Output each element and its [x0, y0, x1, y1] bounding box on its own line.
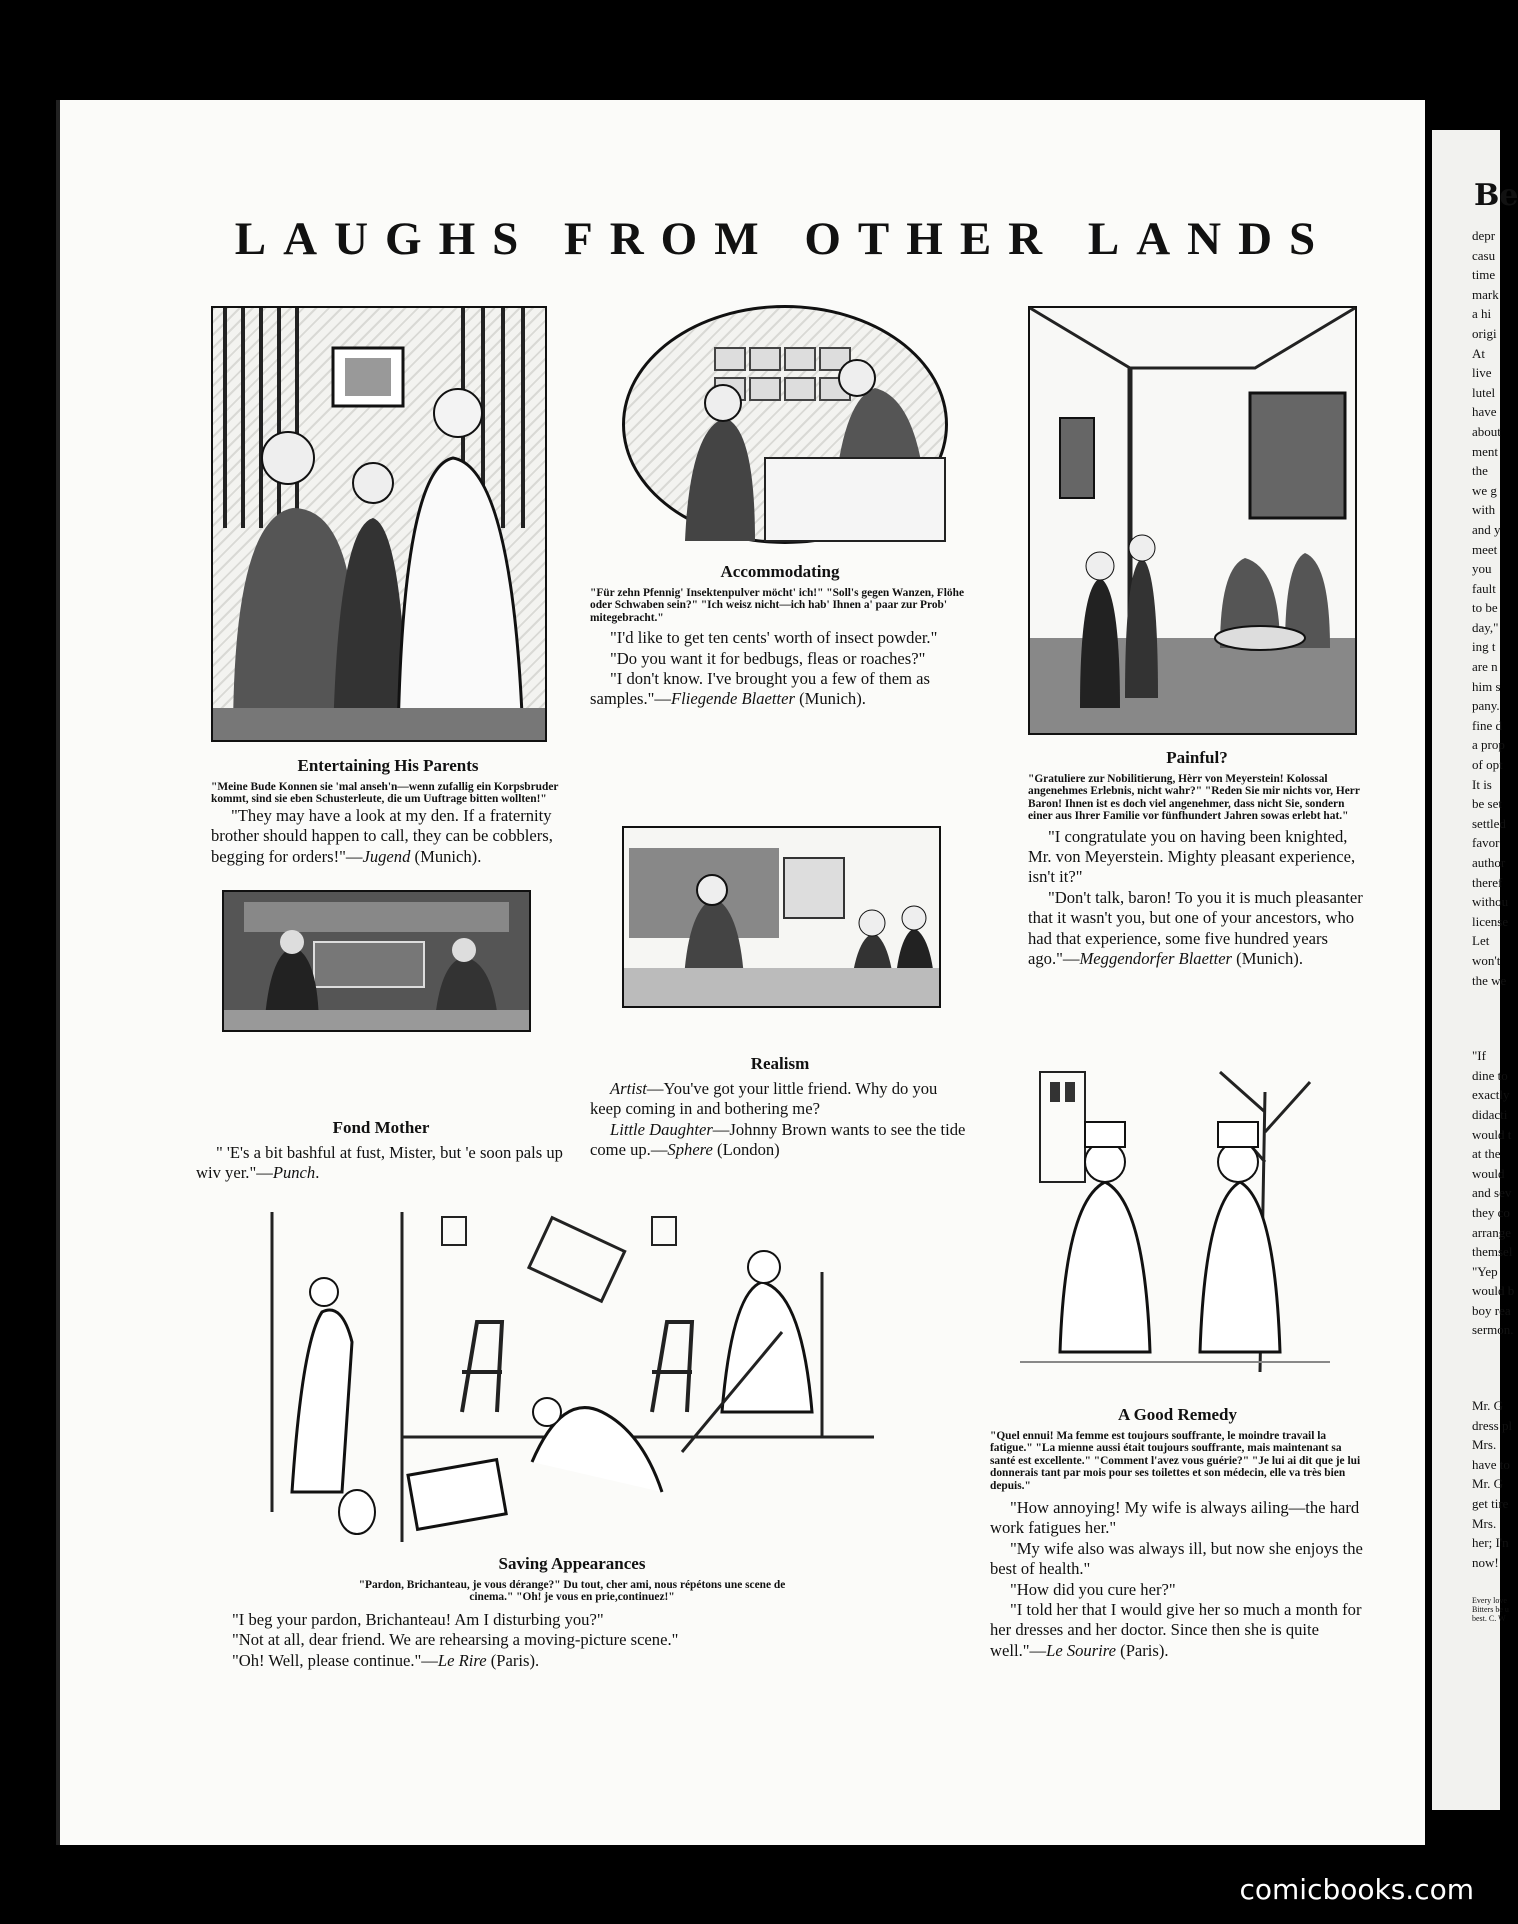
facing-page-line: theref — [1472, 874, 1503, 890]
facing-page-line: mark — [1472, 286, 1499, 302]
facing-page-line: favor — [1472, 835, 1500, 851]
illustration-fond-mother — [222, 890, 531, 1032]
facing-page-line: to be — [1472, 600, 1498, 616]
facing-page-line: and y — [1472, 521, 1501, 537]
english-line: "Not at all, dear friend. We are rehearsing a moving-picture scene." — [232, 1630, 679, 1650]
facing-page-line: Let — [1472, 933, 1490, 949]
facing-page-line: "Yep — [1472, 1263, 1498, 1279]
facing-page-line: pany. — [1472, 698, 1500, 714]
cartoon-caption: Realism — [750, 1054, 810, 1073]
english-line: "How annoying! My wife is always ailing—the hard work fatigues her." — [990, 1498, 1360, 1538]
original-dialogue: "Meine Bude Konnen sie 'mal anseh'n—wenn zufallig ein Korpsbruder kommt, sind sie eben Schusterleute, die um Uuftrage bitten wollten!" — [211, 781, 559, 806]
facing-page-line: the — [1472, 463, 1488, 479]
original-dialogue: "Quel ennui! Ma femme est toujours souffrante, le moindre travail la fatigue." "La mienne aussi était toujours souffrante, mais maintenant sa santé est excellente." "Comment l'avez vous guérie?" "Je lui ai dit que je lui donnerais tant par mois pour ses toilettes et son médecin, elle va très bien depuis." — [990, 1430, 1361, 1492]
facing-page-line: depr — [1472, 228, 1496, 243]
facing-page-line: have — [1472, 404, 1497, 420]
english-line: "My wife also was always ill, but now she enjoys the best of health." — [990, 1538, 1363, 1579]
facing-page-line: sermon. — [1472, 1322, 1514, 1338]
cartoon-caption: Saving Appearances — [498, 1554, 646, 1573]
facing-page-line: themsel — [1472, 1244, 1513, 1260]
facing-page-line: At — [1472, 345, 1485, 361]
facing-page-line: It is — [1472, 776, 1492, 792]
facing-page-line: him s — [1472, 678, 1501, 694]
facing-page-line: ing t — [1472, 639, 1496, 655]
facing-page — [1432, 130, 1518, 1810]
original-dialogue: "Gratuliere zur Nobilitierung, Hèrr von Meyerstein! Kolossal angenehmes Erlebnis, nicht wahr?" "Reden Sie mir nichts vor, Herr Baron! Ihnen ist es doch viel angenehmer, dass nicht Sie, sondern einer aus Ihrer Familie vor fünfhundert Jahren sowas erlebt hat." — [1028, 773, 1360, 823]
facing-page-line: at the — [1472, 1146, 1501, 1162]
cartoon-caption: Fond Mother — [332, 1118, 430, 1137]
english-translation: "Oh! Well, please continue."—Le Rire (Paris). — [232, 1650, 540, 1670]
cartoon-painful — [1028, 748, 1366, 969]
facing-page-line: a hi — [1472, 306, 1492, 322]
cartoon-good-remedy — [990, 1405, 1365, 1661]
facing-page-line: boy rea — [1472, 1302, 1511, 1318]
facing-page-line: settled — [1472, 815, 1506, 831]
illustration-realism — [622, 826, 941, 1008]
cartoon-entertaining-parents — [211, 756, 565, 867]
facing-page-line: won't — [1472, 952, 1501, 968]
facing-page-line: dress pl — [1472, 1417, 1513, 1433]
source-credit: Sphere — [667, 1140, 713, 1160]
source-credit: Jugend — [362, 846, 411, 866]
source-credit: Punch — [272, 1163, 316, 1183]
facing-page-line: you — [1472, 561, 1492, 577]
facing-page-line: Mrs. — [1472, 1437, 1497, 1453]
english-translation: "I don't know. I've brought you a few of them as samples."—Fliegende Blaetter (Munich). — [590, 669, 930, 709]
facing-page-line: Mrs. — [1472, 1515, 1497, 1531]
facing-page-line: arrange — [1472, 1224, 1511, 1240]
facing-page-line: have to — [1472, 1456, 1510, 1472]
english-line: "I beg your pardon, Brichanteau! Am I disturbing you?" — [232, 1609, 604, 1629]
facing-page-footer-line: best. C. W — [1472, 1614, 1506, 1624]
daughter-line: Little Daughter—Johnny Brown wants to see the tide come up.—Sphere (London) — [590, 1119, 966, 1160]
illustration-entertaining-parents — [211, 306, 547, 742]
cartoon-realism — [590, 1054, 970, 1161]
original-dialogue: "Für zehn Pfennig' Insektenpulver möcht' ich!" "Soll's gegen Wanzen, Flöhe oder Schwaben sein?" "Ich weisz nicht—ich hab' Ihnen a' paar zur Prob' mitegebracht." — [590, 587, 964, 624]
cartoon-caption: Entertaining His Parents — [297, 756, 479, 775]
source-credit: Le Sourire — [1046, 1640, 1117, 1660]
facing-page-line: would b — [1472, 1283, 1515, 1299]
original-dialogue: "Pardon, Brichanteau, je vous dérange?" Du tout, cher ami, nous répétons une scene de cinema." "Oh! je vous en prie,continuez!" — [358, 1579, 786, 1604]
facing-page-line: are n — [1472, 659, 1498, 675]
artist-line: Artist—You've got your little friend. Why do you keep coming in and bothering me? — [590, 1079, 938, 1119]
cartoon-fond-mother — [196, 1118, 566, 1184]
facing-page-line: license — [1472, 913, 1509, 929]
facing-page-line: now! — [1472, 1554, 1499, 1570]
illustration-accommodating — [622, 305, 948, 544]
cartoon-saving-appearances — [232, 1554, 912, 1671]
facing-page-line: her; I'n — [1472, 1535, 1509, 1551]
facing-page-line: would t — [1472, 1126, 1512, 1142]
facing-page-line: author — [1472, 855, 1506, 870]
facing-page-line: Mr. G — [1472, 1398, 1504, 1414]
facing-page-line: day," — [1472, 619, 1499, 635]
site-watermark: comicbooks.com — [1239, 1873, 1474, 1906]
page-title: LAUGHS FROM OTHER LANDS — [234, 213, 1333, 265]
facing-page-text — [1472, 226, 1515, 1624]
english-line: "How did you cure her?" — [1010, 1579, 1176, 1599]
facing-page-line: they co — [1472, 1204, 1510, 1220]
source-credit: Meggendorfer Blaetter — [1079, 949, 1233, 969]
facing-page-footer-line: Bitters be u — [1472, 1605, 1509, 1615]
facing-page-line: the we — [1472, 972, 1507, 988]
facing-page-line: would — [1472, 1165, 1505, 1181]
facing-page-heading: Be — [1474, 178, 1518, 213]
facing-page-line: ment — [1472, 443, 1498, 459]
english-line: "I'd like to get ten cents' worth of insect powder." — [610, 628, 938, 648]
illustration-saving-appearances — [262, 1212, 874, 1542]
facing-page-line: meet — [1472, 541, 1498, 557]
facing-page-line: dine to — [1472, 1067, 1508, 1083]
facing-page-line: "If — [1472, 1048, 1486, 1064]
facing-page-line: a prop — [1472, 737, 1505, 753]
english-translation: " 'E's a bit bashful at fust, Mister, but 'e soon pals up wiv yer."—Punch. — [196, 1143, 563, 1183]
facing-page-line: withou — [1472, 894, 1509, 910]
facing-page-line: casu — [1472, 247, 1496, 263]
facing-page-line: exactly — [1472, 1087, 1510, 1103]
facing-page-line: of opt — [1472, 757, 1503, 773]
facing-page-line: didacti — [1472, 1106, 1508, 1122]
facing-page-line: fine d — [1472, 717, 1502, 733]
facing-page-line: fault — [1472, 580, 1496, 596]
cartoon-accommodating — [590, 562, 970, 710]
facing-page-footer-line: Every love — [1472, 1596, 1507, 1606]
cartoon-caption: Accommodating — [720, 562, 840, 581]
illustration-good-remedy — [1020, 1052, 1330, 1382]
facing-page-line: and sev — [1472, 1185, 1512, 1201]
english-translation: "Don't talk, baron! To you it is much pleasanter that it wasn't you, but one of your ancestors, who had that experience, some five hundred years ago."—Meggendorfer Blaetter (Munich). — [1028, 887, 1363, 969]
english-line: "I congratulate you on having been knighted, Mr. von Meyerstein. Mighty pleasant experience, isn't it?" — [1028, 826, 1356, 887]
illustration-painful — [1028, 306, 1357, 735]
cartoon-caption: Painful? — [1166, 748, 1228, 767]
facing-page-line: live — [1472, 365, 1492, 381]
source-credit: Le Rire — [437, 1650, 487, 1670]
facing-page-line: lutel — [1472, 384, 1496, 400]
facing-page-line: we g — [1472, 482, 1497, 498]
facing-page-line: time — [1472, 267, 1496, 283]
facing-page-line: origi — [1472, 325, 1497, 341]
english-line: "Do you want it for bedbugs, fleas or roaches?" — [610, 648, 926, 668]
facing-page-line: get tire — [1472, 1496, 1509, 1512]
facing-page-line: be set — [1472, 796, 1502, 812]
english-translation: "I told her that I would give her so much a month for her dresses and her doctor. Since then she is quite well."—Le Sourire (Paris). — [990, 1600, 1362, 1660]
source-credit: Fliegende Blaetter — [670, 689, 795, 709]
facing-page-line: about — [1472, 423, 1501, 439]
facing-page-line: Mr. G — [1472, 1476, 1504, 1492]
english-translation: "They may have a look at my den. If a fraternity brother should happen to call, they can be cobblers, begging for orders!"—Jugend (Munich). — [211, 805, 553, 866]
facing-page-line: with — [1472, 502, 1496, 518]
cartoon-caption: A Good Remedy — [1118, 1405, 1237, 1424]
